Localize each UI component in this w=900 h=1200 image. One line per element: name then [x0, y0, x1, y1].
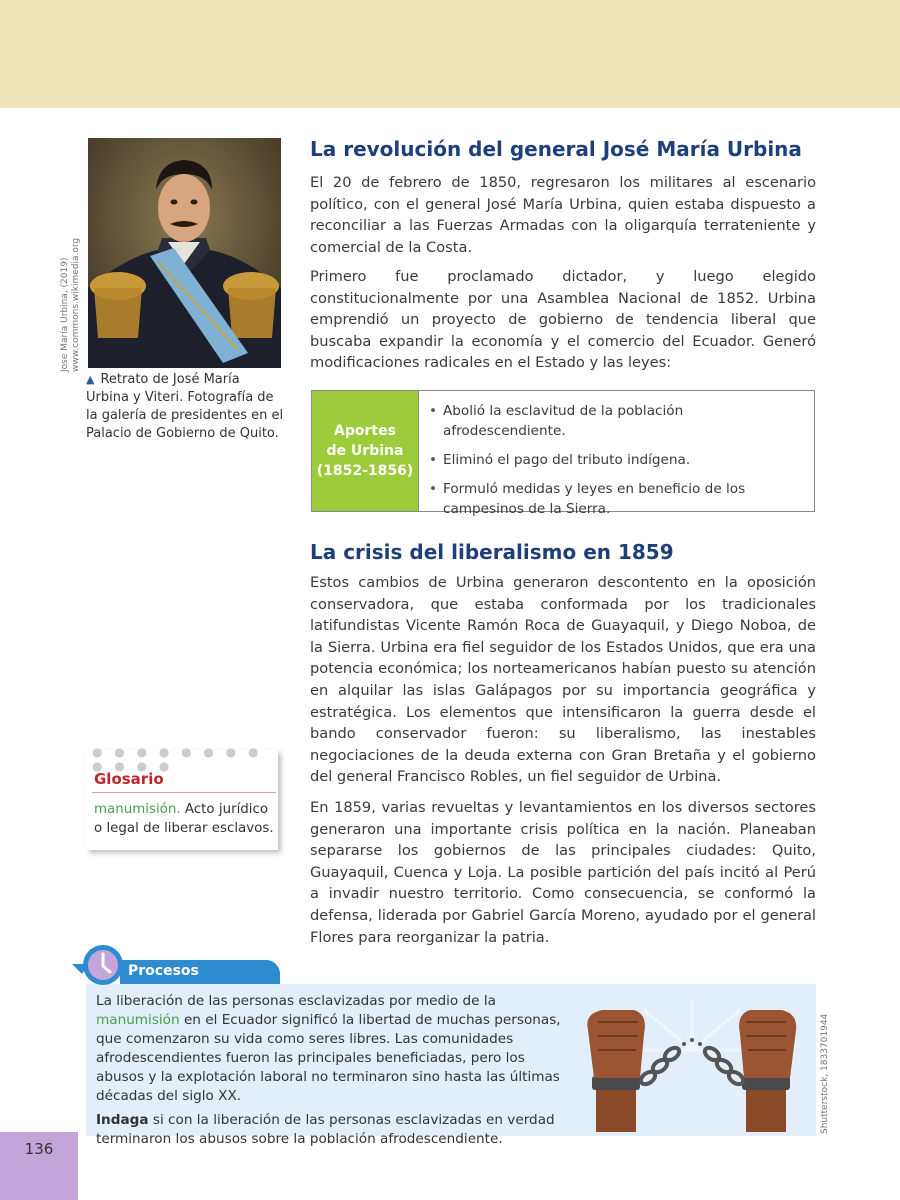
portrait-credit — [60, 238, 82, 372]
glossary-term: manumisión. — [94, 802, 181, 817]
glossary-note — [86, 745, 278, 850]
page-number: 136 — [24, 1140, 54, 1158]
aportes-heading-line-2: de Urbina — [326, 443, 404, 459]
paragraph-4: En 1859, varias revueltas y levantamientos en los diversos sectores generaron una importante crisis política en la nación. Planeaban separarse los gobiernos de las principales ciudades: Quito, Guayaquil, Cuenca y Loja. La posible partición del país incitó al Perú a invadir nuestro territorio. Como consecuencia, se conformó la defensa, liderada por Gabriel García Moreno, ayudado por el general Flores para reorganizar la patria. — [310, 799, 816, 946]
paragraph-3: Estos cambios de Urbina generaron descontento en la oposición conservadora, que estaba conformada por los tradicionales latifundistas Vicente Ramón Roca de Guayaquil, y Diego Noboa, de la Sierra. Urbina era fiel seguidor de los Estados Unidos, que era una potencia económica; los norteamericanos habían puesto su atención en alquilar las islas Galápagos por su importancia geográfica y estratégica. Los elementos que intensificaron la guerra desde el bando conservador fueron: su liberalismo, las inestables negociaciones de la deuda externa con Gran Bretaña y el gobierno del general Francisco Robles, un fiel seguidor de Urbina. — [310, 574, 816, 786]
section-title-revolucion: La revolución del general José María Urbina — [310, 137, 802, 161]
procesos-text — [96, 992, 564, 1154]
clock-icon — [72, 944, 126, 986]
procesos-indaga: Indaga — [96, 1112, 149, 1128]
aportes-item: • Eliminó el pago del tributo indígena. — [427, 450, 806, 470]
aportes-heading-line-1: Aportes — [334, 423, 396, 439]
procesos-p1-start: La liberación de las personas esclavizadas por medio de la — [96, 993, 496, 1009]
aportes-table — [311, 390, 815, 517]
portrait-credit-line-2: www.commons.wikimedia.org — [71, 237, 81, 372]
glossary-divider — [92, 792, 276, 793]
procesos-paragraph-2 — [96, 1111, 564, 1149]
procesos-p2-rest: si con la liberación de las personas esclavizadas en verdad terminaron los abusos sobre la población afrodescendiente. — [96, 1112, 555, 1147]
aportes-heading-line-3: (1852-1856) — [316, 463, 414, 479]
portrait-caption — [86, 371, 286, 443]
triangle-icon: ▲ — [86, 373, 95, 386]
procesos-p1-end: en el Ecuador significó la libertad de muchas personas, que comenzaron su vida como seres libres. Las comunidades afrodescendientes fueron las principales beneficiadas, pero los abusos y la explotación laboral no terminaron sino hasta las últimas décadas del siglo XX. — [96, 1012, 561, 1104]
glossary-title: Glosario — [94, 770, 164, 788]
procesos-title: Procesos — [128, 963, 199, 979]
glossary-definition: Acto jurídico o legal de liberar esclavos. — [94, 802, 274, 836]
paragraph-2: Primero fue proclamado dictador, y luego elegido constitucionalmente por una Asamblea Nacional de 1852. Urbina emprendió un proyecto de gobierno de tendencia liberal que buscaba expandir la economía y el comercio del Ecuador. Generó modificaciones radicales en el Estado y las leyes: — [310, 268, 816, 372]
aportes-list — [418, 391, 814, 517]
portrait-credit-line-1: Jose María Urbina, (2019) — [60, 257, 70, 372]
notepad-holes: ● ● ● ● ● ● ● ● ● ● ● ● — [92, 745, 263, 773]
broken-chains-hands-illustration — [574, 1000, 810, 1132]
aportes-heading — [312, 391, 418, 511]
portrait-jose-maria-urbina — [88, 138, 281, 368]
aportes-item: • Abolió la esclavitud de la población afrodescendiente. — [427, 401, 806, 441]
portrait-caption-text: Retrato de José María Urbina y Viteri. Fotografía de la galería de presidentes en el Palacio de Gobierno de Quito. — [86, 372, 284, 441]
aportes-item: • Formuló medidas y leyes en beneficio de los campesinos de la Sierra. — [427, 479, 806, 519]
paragraph-1: El 20 de febrero de 1850, regresaron los militares al escenario político, con el general José María Urbina, quien estaba dispuesto a reconciliar a las Fuerzas Armadas con la oligarquía terrateniente y comercial de la Costa. — [310, 174, 816, 256]
procesos-term: manumisión — [96, 1012, 180, 1028]
procesos-paragraph-1 — [96, 992, 564, 1106]
top-color-band — [0, 0, 900, 108]
section-title-crisis: La crisis del liberalismo en 1859 — [310, 540, 674, 564]
glossary-entry — [94, 800, 278, 838]
illustration-credit: Shutterstock, 1833701944 — [820, 1013, 830, 1134]
